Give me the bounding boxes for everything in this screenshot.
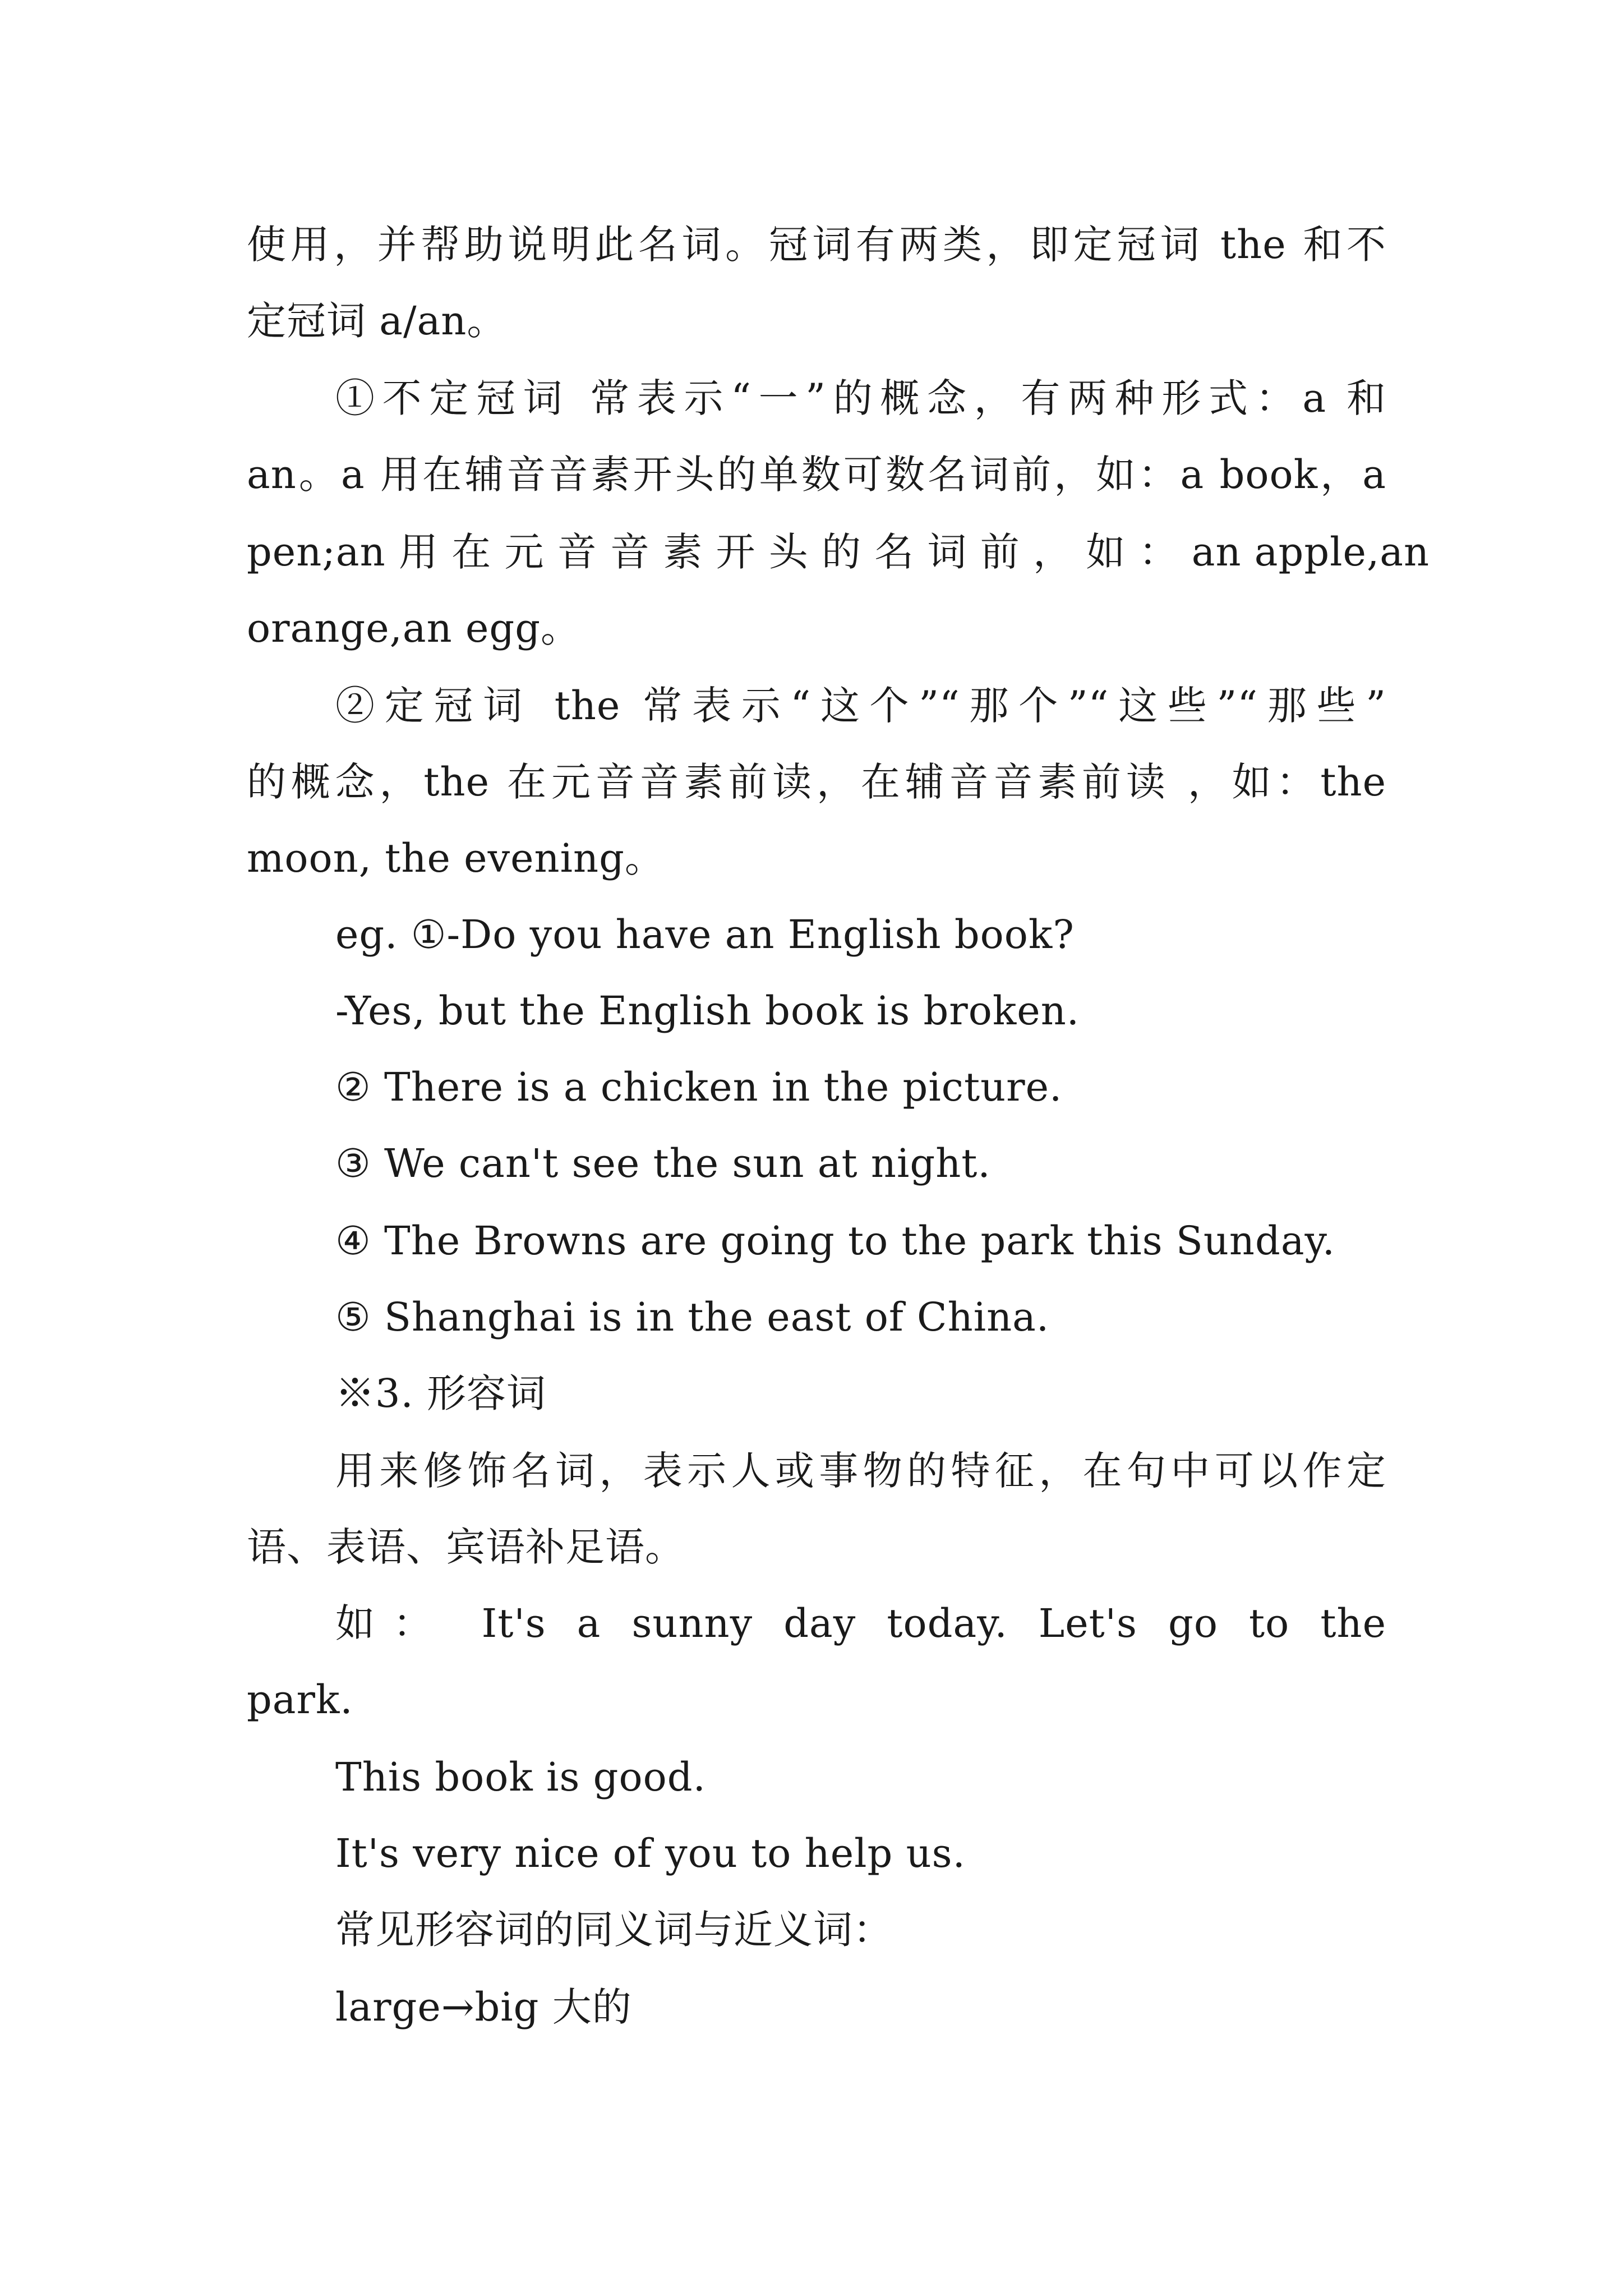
- text-line-11: -Yes, but the English book is broken.: [335, 988, 1080, 1034]
- text-line-22: It's very nice of you to help us.: [335, 1830, 966, 1876]
- text-line-24: large→big 大的: [335, 1984, 632, 2030]
- text-line-21: This book is good.: [335, 1754, 706, 1800]
- text-line-20: park.: [247, 1677, 353, 1723]
- text-line-15: ⑤ Shanghai is in the east of China.: [335, 1294, 1050, 1340]
- text-line-3: ①不定冠词 常表示“一”的概念，有两种形式：a 和: [335, 375, 1386, 421]
- text-line-6: orange,an egg。: [247, 605, 581, 651]
- text-line-18: 语、表语、宾语补足语。: [247, 1524, 685, 1570]
- text-line-1: 使用，并帮助说明此名词。冠词有两类，即定冠词 the 和不: [247, 222, 1386, 268]
- text-line-8: 的概念，the 在元音音素前读，在辅音音素前读 ，如：the: [247, 759, 1386, 805]
- text-line-7: ②定冠词 the 常表示“这个”“那个”“这些”“那些”: [335, 683, 1386, 729]
- text-line-5: pen;an 用 在 元 音 音 素 开 头 的 名 词 前 ， 如 ： an apple,an: [247, 529, 1430, 575]
- text-line-4: an。a 用在辅音音素开头的单数可数名词前，如：a book，a: [247, 452, 1386, 498]
- text-line-2: 定冠词 a/an。: [247, 298, 507, 344]
- text-line-13: ③ We can't see the sun at night.: [335, 1140, 991, 1186]
- text-line-14: ④ The Browns are going to the park this Sunday.: [335, 1218, 1336, 1264]
- text-line-10: eg. ①-Do you have an English book?: [335, 912, 1075, 958]
- text-line-17: 用来修饰名词，表示人或事物的特征，在句中可以作定: [335, 1448, 1386, 1494]
- text-line-19: 如： It's a sunny day today. Let's go to the: [335, 1600, 1386, 1646]
- section-heading: ※3. 形容词: [335, 1370, 547, 1416]
- text-line-12: ② There is a chicken in the picture.: [335, 1064, 1063, 1110]
- text-line-23: 常见形容词的同义词与近义词：: [335, 1907, 893, 1953]
- text-line-9: moon, the evening。: [247, 835, 665, 881]
